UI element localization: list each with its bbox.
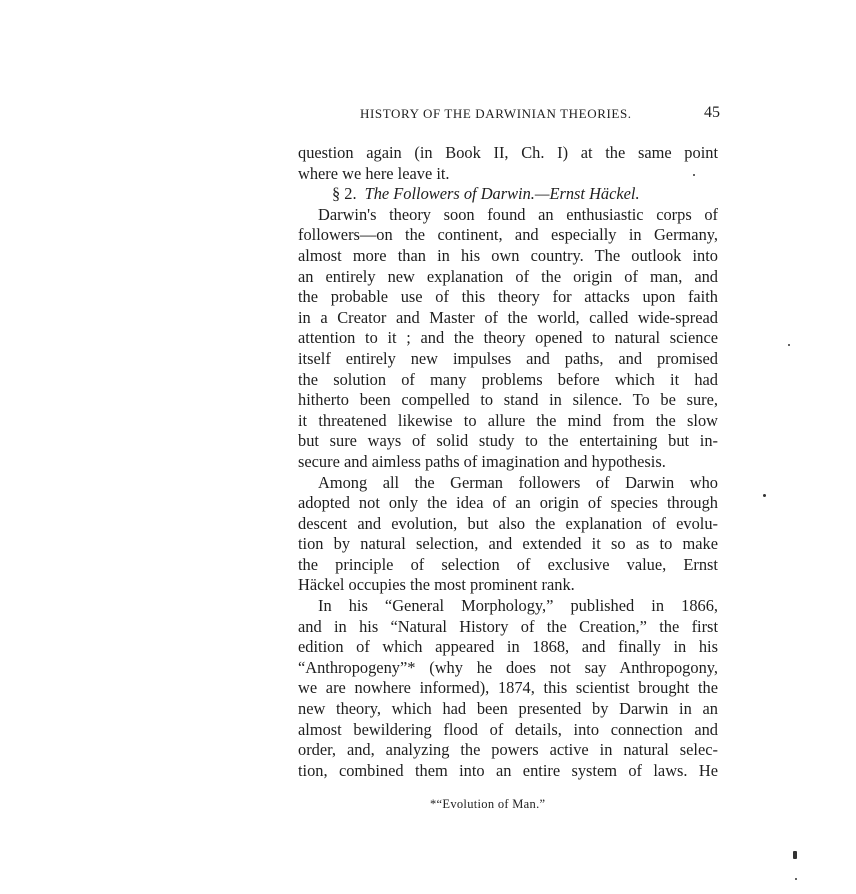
paragraph-line: it threatened likewise to allure the mind from the slow bbox=[298, 410, 718, 430]
scan-speck bbox=[795, 878, 797, 880]
body-text bbox=[298, 143, 718, 781]
paragraph-line: the solution of many problems before which it had bbox=[298, 369, 718, 389]
paragraph-line: almost more than in his own country. The outlook into bbox=[298, 245, 718, 265]
paragraph-line: hitherto been compelled to stand in silence. To be sure, bbox=[298, 390, 718, 410]
section-heading bbox=[298, 184, 718, 205]
paragraph-line: tion by natural selection, and extended it so as to make bbox=[298, 534, 718, 554]
paragraph-line: “Anthropogeny”* (why he does not say Anthropogony, bbox=[298, 657, 718, 677]
paragraph-line: the probable use of this theory for attacks upon faith bbox=[298, 287, 718, 307]
section-number: § 2. bbox=[332, 184, 357, 204]
paragraph-line: new theory, which had been presented by Darwin in an bbox=[298, 699, 718, 719]
scan-speck bbox=[763, 494, 766, 497]
paragraph-line: we are nowhere informed), 1874, this scientist brought the bbox=[298, 678, 718, 698]
text-line: question again (in Book II, Ch. I) at the same point bbox=[298, 143, 718, 162]
paragraph-line: in a Creator and Master of the world, called wide-spread bbox=[298, 307, 718, 327]
footnote: *“Evolution of Man.” bbox=[430, 797, 546, 811]
paragraph-line: itself entirely new impulses and paths, and promised bbox=[298, 348, 718, 368]
running-head-title: HISTORY OF THE DARWINIAN THEORIES. bbox=[360, 106, 632, 121]
paragraph-line: but sure ways of solid study to the entertaining but in- bbox=[298, 431, 718, 451]
page-number: 45 bbox=[704, 104, 720, 121]
scan-speck bbox=[788, 344, 790, 346]
paragraph-line: edition of which appeared in 1868, and finally in his bbox=[298, 637, 718, 657]
text-line: where we here leave it. bbox=[298, 163, 450, 183]
paragraph-line: attention to it ; and the theory opened to natural science bbox=[298, 328, 718, 348]
paragraph-line: Darwin's theory soon found an enthusiastic corps of bbox=[318, 204, 718, 224]
paragraph-line: tion, combined them into an entire system of laws. He bbox=[298, 760, 718, 780]
paragraph-line: Among all the German followers of Darwin who bbox=[318, 472, 718, 492]
paragraph-line: descent and evolution, but also the explanation of evolu- bbox=[298, 513, 718, 533]
paragraph-line: Häckel occupies the most prominent rank. bbox=[298, 575, 575, 595]
paragraph-line: adopted not only the idea of an origin of species through bbox=[298, 493, 718, 513]
section-title: The Followers of Darwin.—Ernst Häckel. bbox=[364, 184, 640, 204]
scan-speck bbox=[693, 174, 695, 176]
paragraph-line: In his “General Morphology,” published in 1866, bbox=[318, 596, 718, 616]
paragraph-line: secure and aimless paths of imagination and hypothesis. bbox=[298, 451, 666, 471]
paragraph-line: an entirely new explanation of the origin of man, and bbox=[298, 266, 718, 286]
paragraph-line: followers—on the continent, and especially in Germany, bbox=[298, 225, 718, 245]
paragraph-line: almost bewildering flood of details, into connection and bbox=[298, 719, 718, 739]
paragraph-line: and in his “Natural History of the Creation,” the first bbox=[298, 616, 718, 636]
paragraph-line: order, and, analyzing the powers active in natural selec- bbox=[298, 740, 718, 760]
scan-speck bbox=[793, 851, 797, 859]
paragraph-line: the principle of selection of exclusive value, Ernst bbox=[298, 554, 718, 574]
